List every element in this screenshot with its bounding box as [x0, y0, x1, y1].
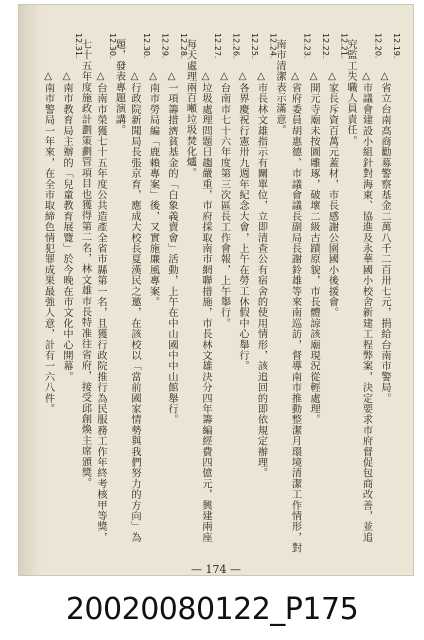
entry-date: 12.19.	[392, 33, 401, 59]
entry-date: 12.29.	[160, 33, 170, 59]
entry-text: △南市教育局主辦的「兒童教育展覽」於今晚在市文化中心開幕。	[61, 71, 72, 383]
entry-text: △省府委員胡惠德、市議會議長副局長謝鈴雄等來南巡訪，督導南市推動整潔月環境清潔工作情形，對	[289, 71, 301, 554]
entry-date: 12.23.	[302, 33, 312, 59]
entry-text: △開元寺廟未按圖雕琢，破壞二級古蹟原貌，市長體諒該廟現況從輕處理。	[308, 71, 319, 425]
entry-text: △行政院新聞局長張京育，應成大校長夏漢民之邀，在該校以「當前國家情勢與我們努力的方向」為	[129, 71, 140, 543]
entry-date: 12.20.	[373, 33, 383, 59]
entry-date: 12.27.	[213, 33, 222, 59]
entry-text: △台南市七十六年度第三次區長工作會報，上午舉行。	[218, 71, 230, 329]
entry-text-continued: 每天處理兩百噸垃圾焚化爐。	[184, 39, 196, 179]
entry-text-continued: 究監工失職人員責任。	[345, 39, 356, 146]
entry-date: 12.25.	[250, 33, 259, 59]
entry-text: △各界慶祝行憲卅九週年紀念大會，上午在勞工休假中心舉行。	[237, 71, 248, 372]
entry-date: 12.26.	[231, 33, 241, 59]
entry-text: △市長林文雄指示有關單位，立即清查公有宿舍的使用情形，該追回的即依規定辦理。	[255, 71, 267, 479]
page-number: — 174 —	[191, 563, 241, 576]
entry-date: 12.21.	[339, 33, 349, 59]
image-caption: 20020080122_P175	[65, 592, 359, 627]
page-gutter	[19, 5, 41, 575]
entry-text: △市議會建設小組針對海東、協進及永華國小校舍新建工程弊案，決定要求市府督促包商改善，並追	[360, 71, 372, 543]
entry-date: 12.31.	[74, 33, 83, 59]
entry-date: 12.30.	[108, 33, 117, 59]
entry-text-continued: 南市清潔表示滿意。	[274, 39, 285, 136]
document-page	[18, 4, 414, 576]
entry-text: △家長斥資百萬元蓋材，市長感謝公園國小後援會。	[326, 71, 338, 318]
entry-text: △垃圾處理問題日趨嚴重，市府採取南市網聯措施，市長林文雄決分四年籌編經費四億元，興建兩座	[200, 71, 211, 543]
entry-text-continued: 七十五年度施政計劃策劃管項目也獲得第二名，林文雄市長特准往省府，接受邱創煥主席頒獎。	[79, 39, 91, 489]
entry-date: 12.28.	[179, 33, 188, 59]
entry-text: △一項籌措濟貧基金的「白象義賣會」活動，上午在中山國中中山館舉行。	[166, 71, 177, 425]
entry-date: 12.24.	[268, 33, 278, 59]
entry-text: △南市警局一年來，在全市取締色情犯罪成果最強人意，計有一六八件。	[42, 71, 54, 415]
entry-date: 12.30.	[142, 33, 151, 59]
entry-text-continued: 題，發表專題演講。	[113, 39, 125, 136]
entry-text: △台南市榮獲七十五年度公共造產全省市縣第一名，且獲行政院推行為民服務工作年終考核甲等獎，	[95, 71, 106, 543]
entry-text: △南市勞局編「鹿賴專案」後，又實施廉風專案。	[147, 71, 159, 308]
entry-text: △省立台南高商勸募警察基金二萬八千二百卅七元，捐給台南市警局。	[379, 71, 390, 404]
entry-date: 12.22.	[321, 33, 330, 59]
